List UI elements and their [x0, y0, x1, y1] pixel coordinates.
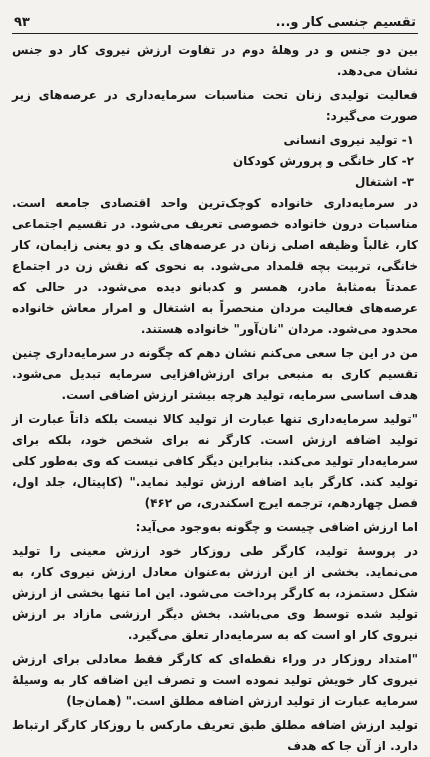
body-text: [12, 40, 418, 757]
numbered-list: [12, 130, 418, 193]
running-title: تقسیم جنسی کار و...: [275, 15, 416, 30]
paragraph: در پروسهٔ تولید، کارگر طی روزکار خود ارزش معینی را تولید می‌نماید. بخشی از این ارزش به‌عنوان معادل ارزش نیروی کار، به شکل دستمزد، به کارگر پرداخت می‌شود. این اما تنها بخشی از ارزش تولید شده توسط وی می‌باشد. بخش دیگر ارزشی مازاد بر ارزش نیروی کار او است که به سرمایه‌دار تعلق می‌گیرد.: [12, 544, 418, 642]
paragraph: در سرمایه‌داری خانواده کوچک‌ترین واحد اقتصادی جامعه است. مناسبات درون خانواده خصوصی تعریف می‌شود. در تقسیم اجتماعی کار، غالباً وظیفه اصلی زنان در عرصه‌های یک و دو یعنی زایمان، کار خانگی، تربیت بچه قلمداد می‌شود. به نحوی که نقش زن در اجتماع عمدتاً به‌مثابهٔ مادر، همسر و کدبانو دیده می‌شود. در حالی که عرصه‌های فعالیت مردان منحصراً به اشتغال و امرار معاش خانواده محدود می‌شود. مردان "نان‌آور" خانواده هستند.: [12, 196, 418, 336]
paragraph: تولید ارزش اضافه مطلق طبق تعریف مارکس با روزکار کارگر ارتباط دارد. از آن جا که هدف: [12, 718, 418, 753]
page-number: ۹۳: [14, 15, 30, 30]
header-rule: [12, 33, 418, 34]
page-header: [12, 6, 418, 30]
quote-paragraph: "تولید سرمایه‌داری تنها عبارت از تولید کالا نیست بلکه ذاتاً عبارت از تولید اضافه ارزش است. کارگر نه برای شخص خود، بلکه برای سرمایه‌دار تولید می‌کند. بنابراین دیگر کافی نیست که وی به‌طور کلی تولید کند. کارگر باید اضافه ارزش تولید نماید." (کاپیتال، جلد اول، فصل چهاردهم، ترجمه ایرج اسکندری، ص ۴۶۲): [12, 412, 418, 510]
paragraph: من در این جا سعی می‌کنم نشان دهم که چگونه در سرمایه‌داری چنین تقسیم کاری به منبعی برای ارزش‌افزایی سرمایه تبدیل می‌شود. هدف اساسی سرمایه، تولید هرچه بیشتر ارزش اضافی است.: [12, 346, 418, 402]
quote-paragraph: "امتداد روزکار در وراء نقطه‌ای که کارگر فقط معادلی برای ارزش نیروی کار خویش تولید نموده است و تصرف این اضافه کار به وسیلهٔ سرمایه عبارت از تولید ارزش اضافه مطلق است." (همان‌جا): [12, 652, 418, 708]
paragraph: فعالیت تولیدی زنان تحت مناسبات سرمایه‌داری در عرصه‌های زیر صورت می‌گیرد:: [12, 88, 418, 123]
paragraph: بین دو جنس و در وهلهٔ دوم در تفاوت ارزش نیروی کار دو جنس نشان می‌دهد.: [12, 43, 418, 78]
list-item: ۳- اشتغال: [355, 175, 414, 189]
list-item: ۲- کار خانگی و پرورش کودکان: [232, 154, 414, 168]
list-item: ۱- تولید نیروی انسانی: [283, 133, 414, 147]
paragraph: اما ارزش اضافی چیست و چگونه به‌وجود می‌آید:: [135, 520, 418, 534]
